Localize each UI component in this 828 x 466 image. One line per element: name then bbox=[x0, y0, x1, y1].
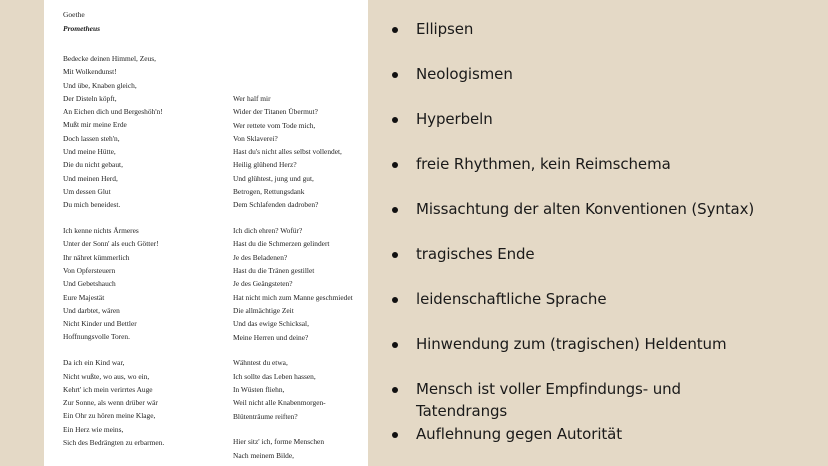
poem-line: Von Opfersteuern bbox=[63, 265, 116, 275]
poem-line: Und das ewige Schicksal, bbox=[233, 319, 309, 329]
poem-line: Je des Geängsteten? bbox=[233, 279, 293, 289]
bullet-dot-icon bbox=[392, 252, 398, 258]
poem-line: Sich des Bedrängten zu erbarmen. bbox=[63, 438, 165, 448]
poem-line: Eure Majestät bbox=[63, 292, 105, 302]
poem-line: Hast du die Schmerzen gelindert bbox=[233, 239, 330, 249]
poem-line: Betrogen, Rettungsdank bbox=[233, 187, 305, 197]
poem-left-column bbox=[63, 52, 164, 462]
poem-line: Mußt mir meine Erde bbox=[63, 120, 127, 130]
bullet-item bbox=[392, 378, 812, 422]
poem-line: Hoffnungsvolle Toren. bbox=[63, 332, 130, 342]
poem-line: Ich dich ehren? Wofür? bbox=[233, 226, 303, 236]
bullet-text: leidenschaftliche Sprache bbox=[416, 290, 607, 308]
poem-line: Die allmächtige Zeit bbox=[233, 305, 294, 315]
bullet-text: Hinwendung zum (tragischen) Heldentum bbox=[416, 335, 727, 353]
poem-line: Und darbtet, wären bbox=[63, 305, 120, 315]
bullet-dot-icon bbox=[392, 162, 398, 168]
bullet-dot-icon bbox=[392, 432, 398, 438]
poem-line: Und übe, Knaben gleich, bbox=[63, 80, 137, 90]
bullet-dot-icon bbox=[392, 387, 398, 393]
poem-stanza bbox=[63, 224, 164, 344]
poem-line: Wider der Titanen Übermut? bbox=[233, 107, 318, 117]
bullet-item bbox=[392, 18, 812, 40]
poem-line: Der Disteln köpft, bbox=[63, 93, 117, 103]
poem-line: An Eichen dich und Bergeshöh'n! bbox=[63, 107, 163, 117]
bullet-text: Auflehnung gegen Autorität bbox=[416, 425, 623, 443]
poem-line: Ich kenne nichts Ärmeres bbox=[63, 226, 139, 236]
bullet-text: Ellipsen bbox=[416, 20, 474, 38]
poem-line: Nicht Kinder und Bettler bbox=[63, 319, 137, 329]
bullet-text: Neologismen bbox=[416, 65, 513, 83]
poem-line: Hier sitz' ich, forme Menschen bbox=[233, 437, 325, 447]
poem-line: Zur Sonne, als wenn drüber wär bbox=[63, 398, 158, 408]
poem-line: Und glühtest, jung und gut, bbox=[233, 173, 314, 183]
poem-line: Je des Beladenen? bbox=[233, 252, 288, 262]
poem-line: Weil nicht alle Knabenmorgen- bbox=[233, 398, 326, 408]
poem-line: Und Gebetshauch bbox=[63, 279, 116, 289]
poem-stanza bbox=[233, 92, 353, 212]
poem-line: Und meine Hütte, bbox=[63, 147, 116, 157]
poem-line: Mit Wolkendunst! bbox=[63, 67, 117, 77]
bullet-item bbox=[392, 288, 812, 310]
poem-line: Bedecke deinen Himmel, Zeus, bbox=[63, 54, 156, 63]
poem-line: Die du nicht gebaut, bbox=[63, 160, 123, 170]
bullet-dot-icon bbox=[392, 297, 398, 303]
poem-line: Blütenträume reiften? bbox=[233, 411, 298, 421]
bullet-item bbox=[392, 108, 812, 130]
bullet-item bbox=[392, 153, 812, 175]
poem-line: Hast du die Tränen gestillet bbox=[233, 266, 315, 276]
poem-line: Wer rettete vom Tode mich, bbox=[233, 120, 316, 130]
bullet-item bbox=[392, 63, 812, 85]
poem-page bbox=[44, 0, 368, 466]
poem-line: Kehrt' ich mein verirrtes Auge bbox=[63, 384, 153, 394]
bullet-dot-icon bbox=[392, 72, 398, 78]
poem-line: Unter der Sonn' als euch Götter! bbox=[63, 239, 159, 249]
bullet-text: Hyperbeln bbox=[416, 110, 493, 128]
bullet-text: Mensch ist voller Empfindungs- und Tatendrangs bbox=[416, 380, 681, 420]
poem-stanza bbox=[63, 52, 164, 212]
poem-line: Doch lassen steh'n, bbox=[63, 133, 120, 143]
poem-line: Ihr nähret kümmerlich bbox=[63, 252, 130, 262]
bullet-item bbox=[392, 423, 812, 445]
bullet-item bbox=[392, 243, 812, 265]
poem-author: Goethe bbox=[63, 10, 85, 19]
bullet-text: Missachtung der alten Konventionen (Syntax) bbox=[416, 200, 755, 218]
poem-title: Prometheus bbox=[63, 24, 101, 33]
poem-line: Hat nicht mich zum Manne geschmiedet bbox=[233, 292, 353, 302]
poem-stanza bbox=[63, 356, 164, 449]
poem-line: Ich sollte das Leben hassen, bbox=[233, 371, 316, 381]
poem-line: Wähntest du etwa, bbox=[233, 358, 288, 368]
poem-line: Nicht wußte, wo aus, wo ein, bbox=[63, 371, 150, 381]
bullet-dot-icon bbox=[392, 342, 398, 348]
poem-line: Heilig glühend Herz? bbox=[233, 160, 297, 170]
poem-stanza bbox=[233, 356, 353, 422]
bullet-text: freie Rhythmen, kein Reimschema bbox=[416, 155, 671, 173]
poem-stanza bbox=[233, 224, 353, 344]
poem-line: Meine Herren und deine? bbox=[233, 332, 309, 342]
poem-right-column bbox=[233, 92, 353, 466]
poem-line: Du mich beneidest. bbox=[63, 200, 121, 210]
poem-line: In Wüsten fliehn, bbox=[233, 384, 285, 394]
poem-line: Da ich ein Kind war, bbox=[63, 358, 125, 368]
bullet-item bbox=[392, 198, 812, 220]
poem-line: Wer half mir bbox=[233, 94, 271, 103]
bullet-dot-icon bbox=[392, 117, 398, 123]
poem-line: Dem Schlafenden dadroben? bbox=[233, 200, 319, 210]
bullet-item bbox=[392, 333, 812, 355]
poem-line: Nach meinem Bilde, bbox=[233, 450, 294, 460]
poem-line: Um dessen Glut bbox=[63, 186, 111, 196]
poem-line: Ein Herz wie meins, bbox=[63, 424, 124, 434]
bullet-dot-icon bbox=[392, 27, 398, 33]
poem-line: Von Sklaverei? bbox=[233, 133, 278, 143]
poem-line: Und meinen Herd, bbox=[63, 173, 118, 183]
poem-line: Ein Ohr zu hören meine Klage, bbox=[63, 411, 156, 421]
bullet-dot-icon bbox=[392, 207, 398, 213]
poem-stanza bbox=[233, 435, 353, 462]
bullet-text: tragisches Ende bbox=[416, 245, 535, 263]
poem-line: Hast du's nicht alles selbst vollendet, bbox=[233, 147, 342, 157]
